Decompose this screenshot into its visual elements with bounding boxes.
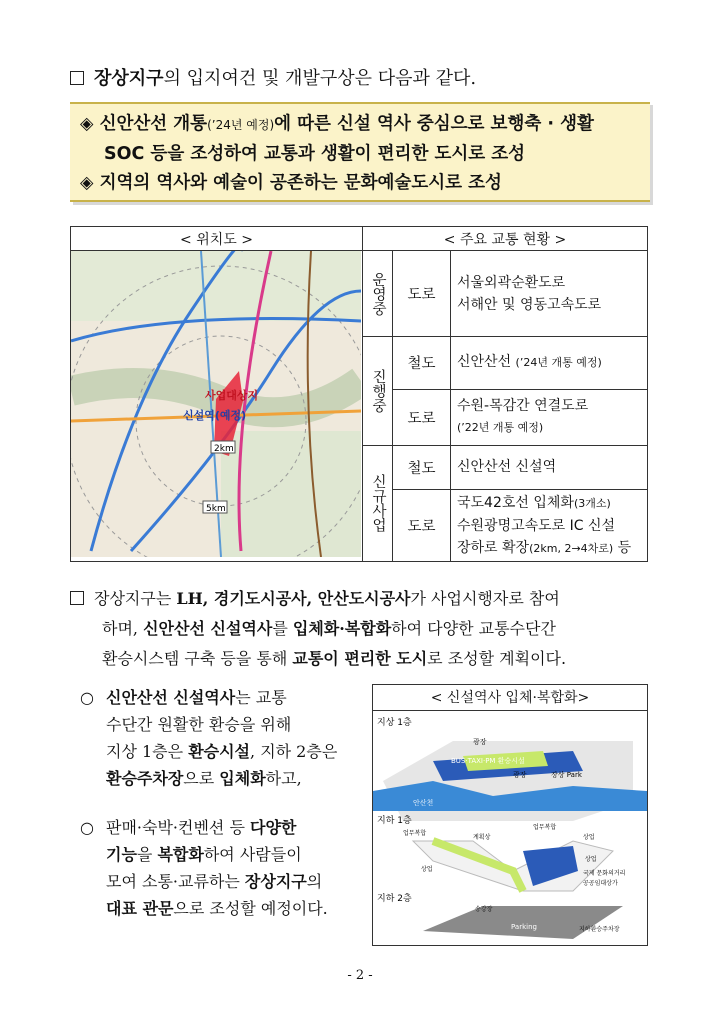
category-operating: 운영중 [363, 251, 393, 337]
highlight-box [70, 102, 650, 202]
para-line-3 [70, 644, 660, 674]
floor-label: 지하 2층 [377, 894, 412, 904]
desc-line [457, 537, 647, 560]
desc-text: 국도42호선 입체화 [457, 494, 574, 511]
map-scale-5km: 5km [206, 504, 226, 514]
section-heading [70, 64, 476, 90]
fig-label: 상업 [583, 834, 595, 841]
para-text: 환승시스템 구축 등을 통해 [102, 649, 293, 668]
fig-label: 상업 [585, 856, 597, 863]
bul-text: 판매·숙박·컨벤션 등 [106, 818, 250, 837]
bul-text: 모여 소통·교류하는 [106, 872, 245, 891]
para-text: 하여 다양한 교통수단간 [391, 619, 556, 638]
para-bold: 교통이 편리한 도시 [292, 649, 428, 668]
checkbox-square-icon [70, 591, 84, 605]
station-figure [372, 684, 648, 946]
para-line-2 [70, 614, 660, 644]
desc-note: (2km, 2→4차로) [529, 541, 614, 555]
map-site-label: 사업대상지 [205, 389, 259, 402]
heading-text: 의 입지여건 및 개발구상은 다음과 같다. [163, 68, 477, 89]
circle-bullet-icon: ○ [80, 688, 94, 707]
map-station-label: 신설역(예정) [183, 409, 247, 422]
desc-line: 서해안 및 영동고속도로 [457, 296, 602, 313]
bul-text: , 지하 2층은 [250, 742, 338, 761]
fig-label: 계획상 [473, 834, 491, 841]
highlight-line-3 [80, 169, 640, 198]
desc-progress-rail [451, 337, 648, 390]
hl-text: 지역의 역사와 예술이 공존하는 문화예술도시로 조성 [99, 173, 502, 193]
fig-label: Parking [511, 923, 537, 931]
bul-bold: 입체화 [219, 769, 266, 788]
bul-line [80, 895, 370, 922]
bul-text: 수단간 원활한 환승을 위해 [106, 715, 292, 734]
bul-line [80, 868, 370, 895]
location-map-svg [71, 251, 361, 557]
circle-bullet-icon: ○ [80, 818, 94, 837]
desc-note: (’22년 개통 예정) [457, 421, 544, 434]
desc-text: 등 [613, 539, 632, 556]
bul-bold: 신안산선 신설역사 [106, 688, 236, 707]
type-road: 도로 [393, 251, 451, 337]
bul-line [80, 841, 370, 868]
fig-label: 업무복합 [403, 830, 427, 837]
bul-bold: 대표 관문 [106, 899, 174, 918]
location-map [71, 251, 363, 562]
para-text: 장상지구는 [94, 589, 177, 608]
fig-label: 공공임대상가 [583, 880, 618, 887]
para-bold: 신안산선 신설역사 [143, 619, 273, 638]
para-text: 로 조성할 계획이다. [427, 649, 567, 668]
type-rail: 철도 [393, 337, 451, 390]
desc-line: 신안산선 [457, 354, 516, 371]
fig-label: BUS·TAXI·PM 환승시설 [451, 757, 525, 765]
highlight-line-1 [80, 110, 640, 140]
hl-text: 에 따른 신설 역사 중심으로 보행축 · 생활 [274, 114, 594, 134]
bul-line [80, 738, 370, 765]
floor-label: 지하 1층 [377, 816, 412, 826]
page-number: - 2 - [347, 968, 373, 983]
desc-operating-road [451, 251, 648, 337]
type-road: 도로 [393, 490, 451, 562]
desc-new-rail: 신안산선 신설역 [451, 445, 648, 490]
bul-bold: 환승주차장 [106, 769, 184, 788]
para-bold: LH, 경기도시공사, 안산도시공사 [176, 589, 411, 608]
fig-label: 광장 [513, 771, 527, 779]
fig-label: 상업 [421, 866, 433, 873]
desc-text: 장하로 확장 [457, 539, 530, 556]
desc-line: 서울외곽순환도로 [457, 274, 566, 291]
type-rail: 철도 [393, 445, 451, 490]
fig-label: 업무복합 [533, 824, 557, 831]
station-diagram [373, 711, 647, 945]
fig-label: 장상 Park [551, 771, 582, 779]
bul-text: 으로 조성할 예정이다. [173, 899, 328, 918]
desc-progress-road [451, 389, 648, 445]
bul-text: 하고, [265, 769, 302, 788]
bul-bold: 장상지구 [244, 872, 307, 891]
bullet-complex [80, 814, 370, 922]
desc-new-road [451, 490, 648, 562]
para-text: 하며, [102, 619, 144, 638]
hl-text: 신안산선 개통 [99, 114, 208, 134]
bul-text: 는 교통 [235, 688, 287, 707]
desc-line: 수원광명고속도로 IC 신설 [457, 517, 616, 534]
desc-note: (’24년 개통 예정) [515, 356, 602, 370]
fig-label: 광장 [473, 738, 487, 746]
para-text: 가 사업시행자로 참여 [410, 589, 560, 608]
para-text: 를 [272, 619, 293, 638]
diamond-bullet-icon: ◈ [80, 173, 94, 193]
fig-label: 송강장 [475, 906, 493, 913]
checkbox-square-icon [70, 71, 84, 85]
paragraph-business [70, 584, 660, 674]
bul-text: 의 [306, 872, 323, 891]
bul-bold: 환승시설 [188, 742, 251, 761]
transport-header: < 주요 교통 현황 > [363, 227, 648, 251]
fig-label: 지하환승주차장 [579, 926, 620, 933]
bul-text: 으로 [183, 769, 220, 788]
fig-label: 국제 문화의거리 [583, 870, 626, 877]
hl-note: (’24년 예정) [207, 118, 275, 132]
location-transport-table [70, 226, 648, 562]
highlight-line-2: SOC 등을 조성하여 교통과 생활이 편리한 도시로 조성 [104, 144, 526, 164]
desc-note: (3개소) [573, 496, 611, 510]
type-road: 도로 [393, 389, 451, 445]
para-bold: 입체화·복합화 [292, 619, 392, 638]
diamond-bullet-icon: ◈ [80, 114, 94, 134]
bul-line [80, 765, 370, 792]
bul-bold: 다양한 [250, 818, 297, 837]
desc-line [457, 492, 647, 515]
bul-text: 을 [136, 845, 158, 864]
map-header: < 위치도 > [71, 227, 363, 251]
bul-bold: 기능 [106, 845, 137, 864]
figure-title: < 신설역사 입체·복합화> [373, 685, 647, 711]
bul-bold: 복합화 [157, 845, 204, 864]
fig-label: 안산천 [413, 799, 434, 807]
category-in-progress: 진행중 [363, 337, 393, 446]
bul-text: 하여 사람들이 [203, 845, 302, 864]
map-scale-2km: 2km [214, 444, 234, 454]
floor-label: 지상 1층 [377, 718, 412, 728]
heading-prefix: 장상지구 [94, 68, 164, 89]
category-new-project: 신규사업 [363, 445, 393, 562]
bullet-station [80, 684, 370, 792]
bul-text: 지상 1층은 [106, 742, 189, 761]
desc-line: 수원-목감간 연결도로 [457, 398, 589, 414]
